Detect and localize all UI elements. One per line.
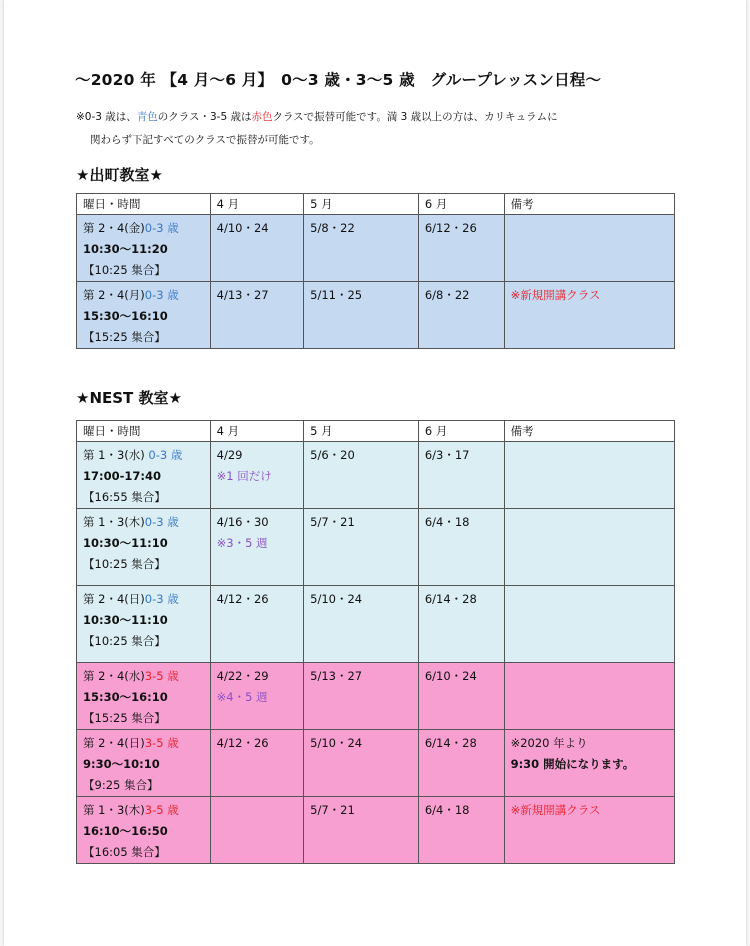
april-dates: [210, 797, 304, 864]
table-row: [77, 282, 675, 349]
remark-line: ※2020 年より: [510, 736, 588, 750]
header-june: 6 月: [418, 194, 504, 215]
note-red-word: 赤色: [251, 111, 273, 123]
page-title: ～2020 年 【4 月～6 月】 0～3 歳・3～5 歳 グループレッスン日程～: [75, 71, 602, 89]
note-text: クラスで振替可能です。満 3 歳以上の方は、カリキュラムに: [272, 111, 558, 123]
section-heading-demachi: ★出町教室★: [76, 166, 163, 184]
april-dates-cell: [210, 509, 304, 586]
april-dates: 4/12・26: [210, 730, 304, 797]
header-day-time: 曜日・時間: [77, 194, 211, 215]
remark-cell: [504, 663, 674, 730]
may-dates: 5/7・21: [304, 797, 419, 864]
note-text: ※0-3 歳は、: [76, 111, 137, 123]
table-header-row: [77, 421, 675, 442]
remark-cell: [504, 586, 674, 663]
table-row: [77, 663, 675, 730]
table-row: [77, 586, 675, 663]
april-note: ※1 回だけ: [216, 469, 272, 483]
class-time: 16:10～16:50: [83, 824, 168, 838]
section-heading-nest: ★NEST 教室★: [76, 389, 182, 407]
may-dates: 5/7・21: [304, 509, 419, 586]
june-dates: 6/4・18: [418, 797, 504, 864]
april-dates: 4/29: [216, 448, 243, 462]
class-time: 10:30～11:20: [83, 242, 168, 256]
header-april: 4 月: [210, 421, 304, 442]
april-dates-cell: [210, 663, 304, 730]
class-time: 9:30～10:10: [83, 757, 160, 771]
may-dates: 5/10・24: [304, 730, 419, 797]
schedule-table-demachi: [76, 193, 675, 349]
class-time: 10:30～11:10: [83, 613, 168, 627]
assembly-time: 【15:25 集合】: [83, 711, 166, 725]
table-header-row: [77, 194, 675, 215]
may-dates: 5/11・25: [304, 282, 419, 349]
class-day: 第 2・4(月)0-3 歳: [83, 288, 179, 302]
april-dates: 4/10・24: [210, 215, 304, 282]
april-note: ※4・5 週: [216, 690, 268, 704]
assembly-time: 【16:05 集合】: [83, 845, 166, 859]
remark-cell: [504, 442, 674, 509]
april-dates: 4/22・29: [216, 669, 269, 683]
may-dates: 5/10・24: [304, 586, 419, 663]
age-label: 3-5 歳: [144, 803, 179, 817]
table-row: [77, 215, 675, 282]
header-may: 5 月: [304, 194, 419, 215]
remark-cell: [504, 509, 674, 586]
april-note: ※3・5 週: [216, 536, 268, 550]
class-day: 第 2・4(水)3-5 歳: [83, 669, 179, 683]
age-label: 0-3 歳: [144, 288, 179, 302]
june-dates: 6/14・28: [418, 730, 504, 797]
schedule-table-nest: [76, 420, 675, 864]
day-time-cell: [77, 797, 211, 864]
class-day: 第 1・3(木)0-3 歳: [83, 515, 179, 529]
header-day-time: 曜日・時間: [77, 421, 211, 442]
remark-cell: [504, 730, 674, 797]
class-time: 15:30～16:10: [83, 309, 168, 323]
june-dates: 6/14・28: [418, 586, 504, 663]
assembly-time: 【9:25 集合】: [83, 778, 159, 792]
age-label: 3-5 歳: [144, 736, 179, 750]
june-dates: 6/4・18: [418, 509, 504, 586]
class-day: 第 1・3(水) 0-3 歳: [83, 448, 183, 462]
june-dates: 6/8・22: [418, 282, 504, 349]
day-time-cell: [77, 509, 211, 586]
assembly-time: 【10:25 集合】: [83, 263, 166, 277]
note-blue-word: 青色: [136, 111, 158, 123]
note-text: のクラス・3-5 歳は: [157, 111, 252, 123]
class-time: 17:00-17:40: [83, 469, 161, 483]
age-label: 3-5 歳: [144, 669, 179, 683]
table-row: [77, 797, 675, 864]
assembly-time: 【15:25 集合】: [83, 330, 166, 344]
june-dates: 6/3・17: [418, 442, 504, 509]
document-page: [4, 0, 746, 946]
day-time-cell: [77, 663, 211, 730]
age-label: 0-3 歳: [144, 515, 179, 529]
remark-cell: [504, 215, 674, 282]
class-day: 第 2・4(日)3-5 歳: [83, 736, 179, 750]
age-label: 0-3 歳: [144, 221, 179, 235]
day-time-cell: [77, 730, 211, 797]
may-dates: 5/8・22: [304, 215, 419, 282]
table-row: [77, 509, 675, 586]
class-time: 15:30～16:10: [83, 690, 168, 704]
assembly-time: 【10:25 集合】: [83, 557, 166, 571]
may-dates: 5/13・27: [304, 663, 419, 730]
assembly-time: 【10:25 集合】: [83, 634, 166, 648]
june-dates: 6/10・24: [418, 663, 504, 730]
class-day: 第 2・4(金)0-3 歳: [83, 221, 179, 235]
remark-cell: ※新規開講クラス: [504, 797, 674, 864]
april-dates: 4/12・26: [210, 586, 304, 663]
header-may: 5 月: [304, 421, 419, 442]
table-row: [77, 442, 675, 509]
class-time: 10:30～11:10: [83, 536, 168, 550]
remark-line: 9:30 開始になります。: [510, 757, 635, 771]
april-dates-cell: [210, 442, 304, 509]
transfer-note-line2: 関わらず下記すべてのクラスで振替が可能です。: [90, 134, 320, 146]
june-dates: 6/12・26: [418, 215, 504, 282]
remark-cell: ※新規開講クラス: [504, 282, 674, 349]
april-dates: 4/13・27: [210, 282, 304, 349]
day-time-cell: [77, 282, 211, 349]
class-day: 第 2・4(日)0-3 歳: [83, 592, 179, 606]
transfer-note-line1: [76, 109, 558, 124]
table-row: [77, 730, 675, 797]
day-time-cell: [77, 586, 211, 663]
age-label: 0-3 歳: [144, 592, 179, 606]
day-time-cell: [77, 215, 211, 282]
may-dates: 5/6・20: [304, 442, 419, 509]
header-remarks: 備考: [504, 421, 674, 442]
header-remarks: 備考: [504, 194, 674, 215]
assembly-time: 【16:55 集合】: [83, 490, 166, 504]
april-dates: 4/16・30: [216, 515, 269, 529]
age-label: 0-3 歳: [148, 448, 183, 462]
class-day: 第 1・3(木)3-5 歳: [83, 803, 179, 817]
header-april: 4 月: [210, 194, 304, 215]
day-time-cell: [77, 442, 211, 509]
header-june: 6 月: [418, 421, 504, 442]
